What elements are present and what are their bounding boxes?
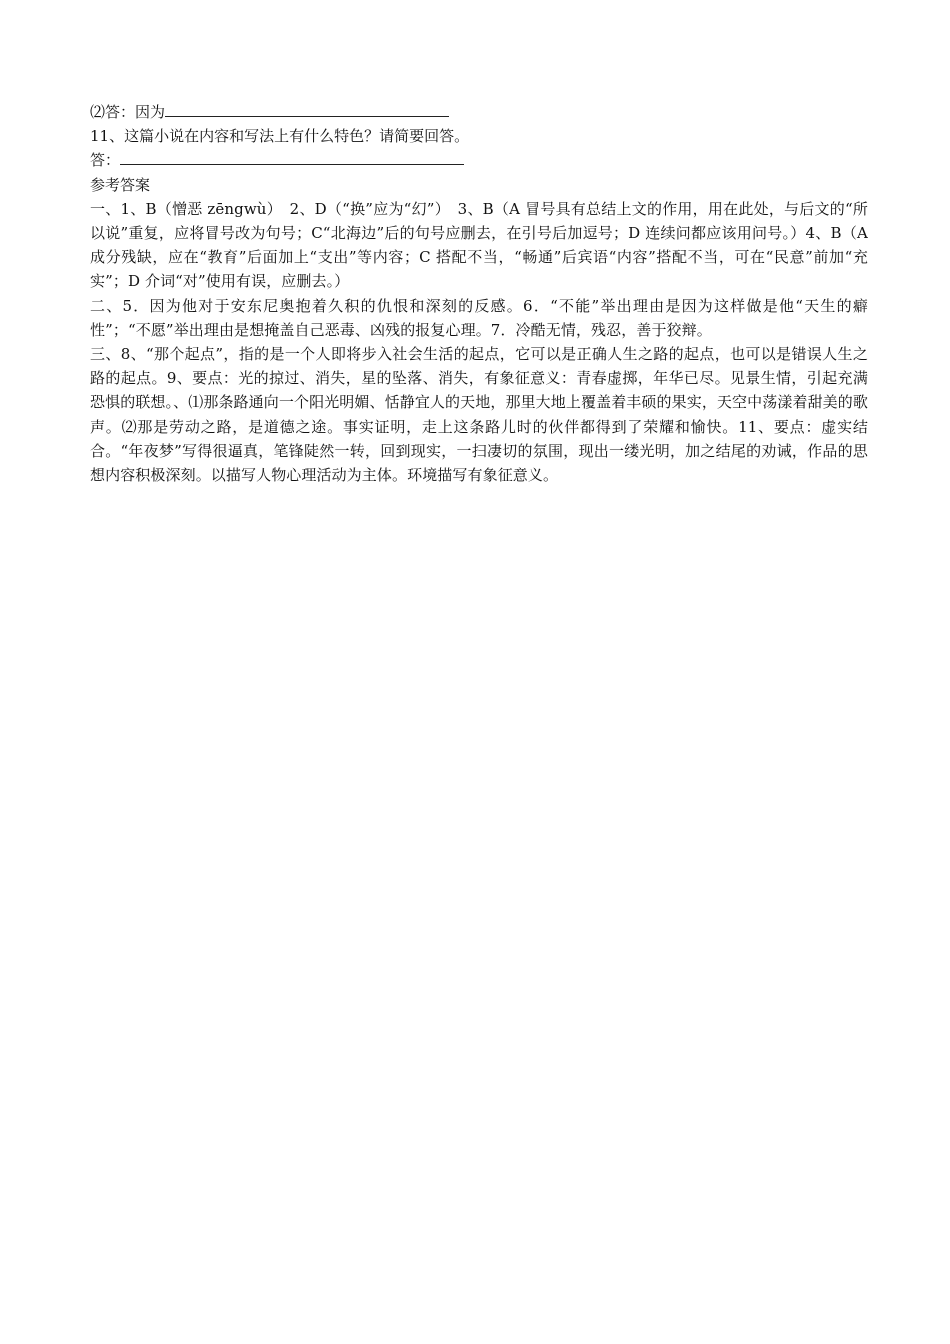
answers-section-2: 二、5．因为他对于安东尼奥抱着久积的仇恨和深刻的反感。6．“不能”举出理由是因为这样做是他“天生的癖性”；“不愿”举出理由是想掩盖自己恶毒、凶残的报复心理。7．冷酷无情，残忍，善于狡辩。 — [90, 296, 868, 339]
answers-section-1: 一、1、B（憎恶 zēngwù） 2、D（“换”应为“幻”） 3、B（A 冒号具有总结上文的作用，用在此处，与后文的“所以说”重复，应将冒号改为句号；C“北海边”后的句号应删去，在引号后加逗号；D 连续问都应该用问号。）4、B（A 成分残缺，应在“教育”后面加上“支出”等内容；C 搭配不当，“畅通”后宾语“内容”搭配不当，可在“民意”前加“充实”；D 介词“对”使用有误，应删去。） — [90, 199, 868, 291]
answer-blank-10-2 — [165, 100, 449, 117]
answers-heading: 参考答案 — [90, 175, 151, 194]
question-11-answer-line — [90, 148, 868, 172]
answer-blank-11 — [120, 148, 464, 165]
question-10-2-line — [90, 100, 868, 124]
question-11: 11、这篇小说在内容和写法上有什么特色？请简要回答。 — [90, 127, 470, 146]
document-page — [90, 100, 868, 487]
question-11-answer-prefix: 答： — [90, 151, 121, 170]
answers-section-3: 三、8、“那个起点”，指的是一个人即将步入社会生活的起点，它可以是正确人生之路的起点，也可以是错误人生之路的起点。9、要点：光的掠过、消失，星的坠落、消失，有象征意义：青春虚掷，年华已尽。见景生情，引起充满恐惧的联想。、⑴那条路通向一个阳光明媚、恬静宜人的天地，那里大地上覆盖着丰硕的果实，天空中荡漾着甜美的歌声。⑵那是劳动之路，是道德之途。事实证明，走上这条路儿时的伙伴都得到了荣耀和愉快。11、要点：虚实结合。“年夜梦”写得很逼真，笔锋陡然一转，回到现实，一扫凄切的氛围，现出一缕光明，加之结尾的劝诫，作品的思想内容积极深刻。以描写人物心理活动为主体。环境描写有象征意义。 — [90, 345, 868, 485]
question-10-2-prefix: ⑵答：因为 — [90, 103, 166, 121]
